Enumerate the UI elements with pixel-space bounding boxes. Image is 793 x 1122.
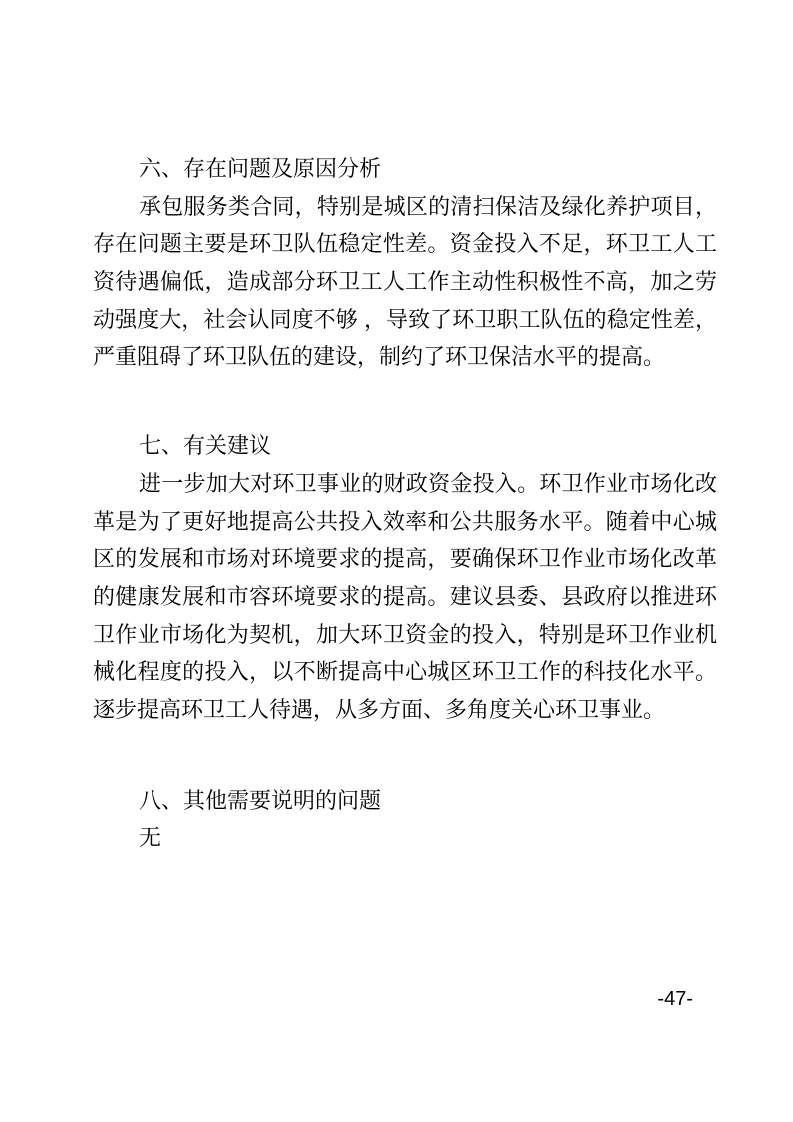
page-number: -47- [657,988,693,1010]
section-suggestions-heading: 七、有关建议 [139,433,272,459]
section-problems [93,150,717,376]
page-content [93,150,717,857]
section-suggestions [93,427,717,729]
text-line: 革是为了更好地提高公共投入效率和公共服务水平。随着中心城 [93,508,717,534]
section-other-issues-heading: 八、其他需要说明的问题 [139,787,382,813]
text-line: 资待遇偏低，造成部分环卫工人工作主动性积极性不高，加之劳 [93,269,717,295]
text-line: 无 [139,825,162,851]
text-line: 存在问题主要是环卫队伍稳定性差。资金投入不足，环卫工人工 [93,231,717,257]
text-line: 动强度大，社会认同度不够 ，导致了环卫职工队伍的稳定性差， [93,306,717,332]
text-line: 区的发展和市场对环境要求的提高，要确保环卫作业市场化改革 [93,546,717,572]
text-line: 进一步加大对环卫事业的财政资金投入。环卫作业市场化改 [139,470,717,496]
text-line: 严重阻碍了环卫队伍的建设，制约了环卫保洁水平的提高。 [93,344,666,370]
text-line: 械化程度的投入，以不断提高中心城区环卫工作的科技化水平。 [93,659,717,685]
text-line: 卫作业市场化为契机，加大环卫资金的投入，特别是环卫作业机 [93,621,717,647]
section-problems-heading: 六、存在问题及原因分析 [139,156,382,181]
text-line: 逐步提高环卫工人待遇，从多方面、多角度关心环卫事业。 [93,696,666,722]
text-line: 承包服务类合同，特别是城区的清扫保洁及绿化养护项目， [139,193,717,219]
section-other-issues [93,782,717,857]
text-line: 的健康发展和市容环境要求的提高。建议县委、县政府以推进环 [93,583,717,609]
